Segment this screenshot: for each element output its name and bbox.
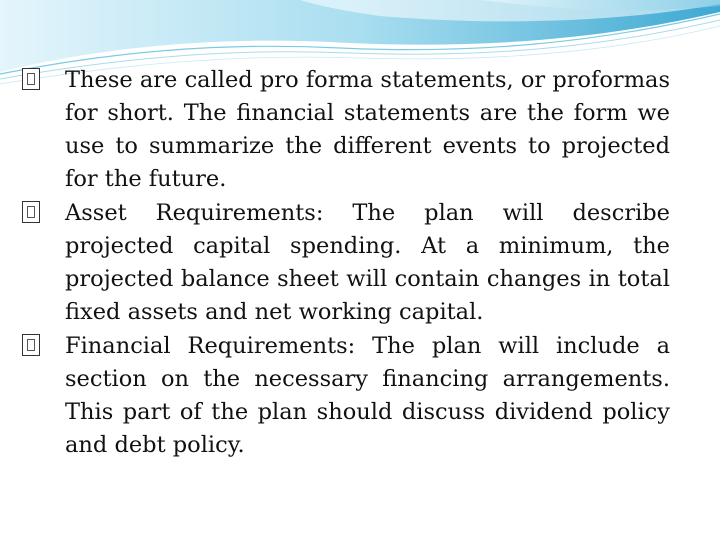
bullet-text-2: Asset Requirements: The plan will describe projected capital spending. At a minimum, the projected balance sheet will contain changes in total fixed assets and net working capital.	[65, 200, 670, 325]
slide-content	[22, 64, 670, 463]
bullet-text-1: These are called pro forma statements, or proformas for short. The financial statements are the form we use to summarize the different events to projected for the future.	[65, 67, 670, 192]
bullet-box-icon	[22, 334, 40, 356]
bullet-item-1	[22, 64, 670, 196]
bullet-box-icon	[22, 68, 40, 90]
bullet-box-icon	[22, 201, 40, 223]
bullet-item-3	[22, 330, 670, 462]
bullet-item-2	[22, 197, 670, 329]
bullet-text-3: Financial Requirements: The plan will include a section on the necessary financing arrangements. This part of the plan should discuss dividend policy and debt policy.	[65, 333, 670, 458]
